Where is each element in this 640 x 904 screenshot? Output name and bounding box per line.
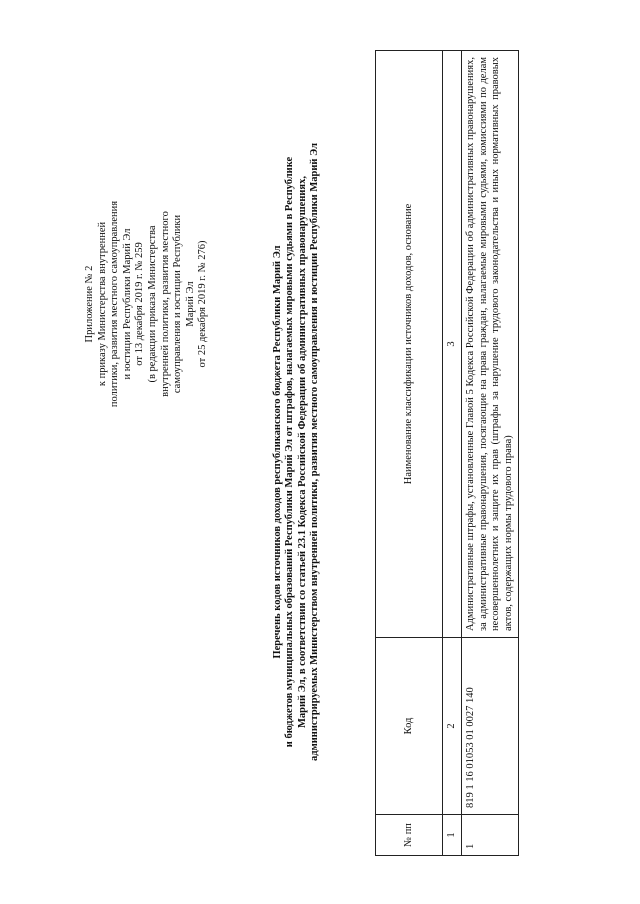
appendix-note-line: от 13 декабря 2019 г. № 259 bbox=[134, 242, 146, 366]
appendix-note-line: от 25 декабря 2019 г. № 276) bbox=[197, 240, 209, 368]
row-name: Административные штрафы, установленные Главой 5 Кодекса Российской Федерации об административных правонарушениях, за административные правонарушения, посягающие на права граждан, налагаемые мировыми судьями, комиссиями по делам несовершеннолетних и защите их прав (штрафы за нарушение трудового законодательства и иных нормативных правовых актов, содержащих нормы трудового права) bbox=[462, 51, 519, 638]
title-line: администрируемых Министерством внутренней политики, развития местного самоуправления и юстиции Республики Марий Эл bbox=[309, 143, 321, 761]
column-number: 2 bbox=[443, 638, 462, 815]
title-line: Марий Эл, в соответствии со статьей 23.1 Кодекса Российской Федерации об административных правонарушениях, bbox=[296, 176, 308, 728]
appendix-note-line: и юстиции Республики Марий Эл bbox=[121, 228, 133, 380]
appendix-note-line: к приказу Министерства внутренней bbox=[96, 221, 108, 387]
header-code: Код bbox=[376, 638, 443, 815]
appendix-note bbox=[84, 174, 210, 434]
document-title bbox=[272, 40, 322, 864]
header-number: № пп bbox=[376, 815, 443, 856]
column-number: 3 bbox=[443, 51, 462, 638]
column-number: 1 bbox=[443, 815, 462, 856]
title-line: и бюджетов муниципальных образований Республики Марий Эл от штрафов, налагаемых мировыми судьями в Республике bbox=[284, 156, 296, 748]
column-numbers-row bbox=[443, 51, 462, 856]
row-number: 1 bbox=[462, 815, 519, 856]
row-code: 819 1 16 01053 01 0027 140 bbox=[462, 638, 519, 815]
appendix-note-line: (в редакции приказа Министерства bbox=[146, 225, 158, 383]
appendix-note-line: Марий Эл bbox=[184, 281, 196, 327]
appendix-note-line: политики, развития местного самоуправления bbox=[109, 200, 121, 408]
title-line: Перечень кодов источников доходов республиканского бюджета Республики Марий Эл bbox=[272, 245, 283, 659]
appendix-note-line: внутренней политики, развития местного bbox=[159, 211, 171, 397]
table-header-row bbox=[376, 51, 443, 856]
appendix-note-line: Приложение № 2 bbox=[84, 265, 95, 343]
table-row bbox=[462, 51, 519, 856]
appendix-note-line: самоуправления и юстиции Республики bbox=[172, 214, 184, 394]
header-name: Наименование классификации источников доходов, основание bbox=[376, 51, 443, 638]
income-codes-table bbox=[375, 50, 519, 856]
